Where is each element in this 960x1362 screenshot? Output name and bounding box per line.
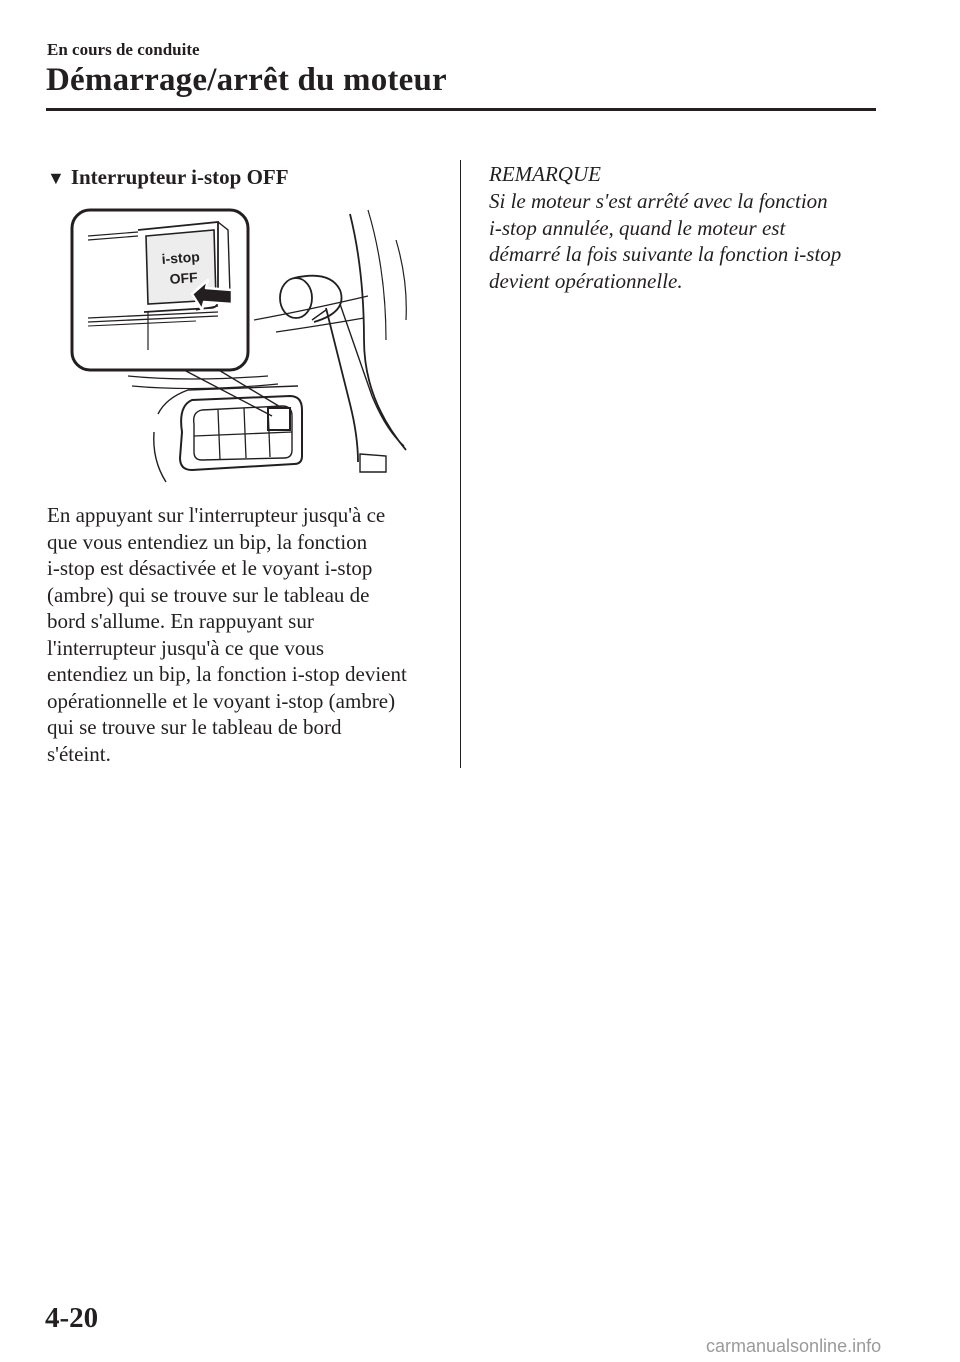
note-line: démarré la fois suivante la fonction i-stop	[489, 242, 842, 266]
body-line: bord s'allume. En rappuyant sur	[47, 609, 314, 633]
subheading-text: Interrupteur i-stop OFF	[70, 165, 289, 189]
column-divider	[460, 160, 461, 768]
body-line: que vous entendiez un bip, la fonction	[47, 529, 368, 554]
chapter-title: Démarrage/arrêt du moteur	[46, 62, 447, 98]
note-line: devient opérationnelle.	[489, 268, 683, 293]
watermark: carmanualsonline.info	[706, 1336, 882, 1356]
istop-switch-illustration	[68, 200, 410, 484]
page-number: 4-20	[45, 1302, 99, 1334]
title-rule	[46, 108, 876, 111]
body-line: s'éteint.	[47, 741, 111, 766]
body-paragraph	[47, 502, 447, 767]
triangle-marker-icon: ▼	[47, 168, 65, 188]
callout-label-istop: i-stop	[161, 248, 201, 267]
subheading	[47, 165, 289, 190]
body-line: i-stop est désactivée et le voyant i-stop	[47, 556, 373, 580]
note-line: Si le moteur s'est arrêté avec la fonction	[489, 189, 828, 213]
section-label: En cours de conduite	[47, 40, 200, 59]
note-paragraph	[489, 188, 899, 294]
note-line: i-stop annulée, quand le moteur est	[489, 215, 786, 240]
body-line: l'interrupteur jusqu'à ce que vous	[47, 635, 324, 660]
callout-label-off: OFF	[169, 269, 199, 287]
body-line: En appuyant sur l'interrupteur jusqu'à ce	[47, 503, 386, 527]
body-line: qui se trouve sur le tableau de bord	[47, 715, 342, 739]
note-heading: REMARQUE	[489, 162, 601, 186]
body-line: (ambre) qui se trouve sur le tableau de	[47, 582, 370, 607]
body-line: opérationnelle et le voyant i-stop (ambre)	[47, 688, 396, 713]
body-line: entendiez un bip, la fonction i-stop devient	[47, 662, 407, 686]
